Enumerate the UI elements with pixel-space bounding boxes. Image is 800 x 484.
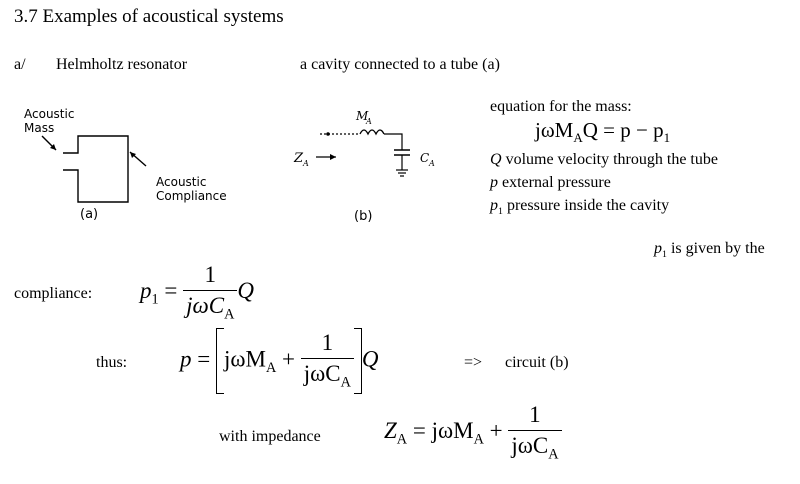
mass-label-line1: Acoustic xyxy=(24,107,75,121)
ce-fraction xyxy=(183,262,237,324)
compliance-label-line2: Compliance xyxy=(156,189,227,203)
mass-label-line2: Mass xyxy=(24,121,55,135)
ze-plus: + xyxy=(483,418,509,444)
te-tail: Q xyxy=(361,346,379,372)
definition-symbol: p xyxy=(490,197,498,214)
te-lhs: p xyxy=(180,346,192,372)
compliance-equation xyxy=(140,262,254,324)
ce-lhs-sub: 1 xyxy=(151,291,159,308)
impedance-equation xyxy=(384,402,562,464)
ze-den-main: jωC xyxy=(511,433,549,458)
ze-num: 1 xyxy=(529,402,541,427)
definition-text: volume velocity through the tube xyxy=(501,151,718,168)
p1-symbol: p xyxy=(654,240,662,257)
definition-p1 xyxy=(490,197,669,217)
impedance-symbol-sub: A xyxy=(303,159,309,168)
mass-eq-lhs: jωM xyxy=(535,118,574,142)
mass-eq-rest: Q = p − p xyxy=(582,118,664,142)
capacitor-symbol: C xyxy=(420,151,430,165)
ze-lhs-sub: A xyxy=(396,431,408,448)
thus-equation xyxy=(180,328,379,394)
ze-den-sub: A xyxy=(548,446,559,463)
mass-symbol-sub: A xyxy=(366,117,372,126)
te-den-sub: A xyxy=(340,374,351,391)
p1-sub: 1 xyxy=(662,249,667,261)
te-term1-sub: A xyxy=(265,359,277,376)
te-num: 1 xyxy=(321,330,334,356)
circuit-reference: circuit (b) xyxy=(505,354,569,371)
te-plus: + xyxy=(276,346,301,372)
figure-a xyxy=(18,104,258,224)
ze-term1-sub: A xyxy=(473,431,484,448)
ce-den xyxy=(183,290,237,324)
ce-eq: = xyxy=(158,278,184,304)
mass-eq-lhs-sub: A xyxy=(573,130,583,146)
definition-text: external pressure xyxy=(498,174,611,191)
te-eq: = xyxy=(191,346,216,372)
figure-a-caption: (a) xyxy=(80,207,99,222)
compliance-label-line1: Acoustic xyxy=(156,175,207,189)
section-title: 3.7 Examples of acoustical systems xyxy=(14,6,284,27)
capacitor-symbol-sub: A xyxy=(429,159,435,168)
te-den-main: jωC xyxy=(303,361,341,387)
definition-symbol: p xyxy=(490,174,498,191)
ze-eq: = xyxy=(407,418,432,444)
ze-fraction xyxy=(508,402,561,464)
subsection-caption: a cavity connected to a tube (a) xyxy=(300,56,500,73)
equivalent-circuit xyxy=(290,106,460,226)
te-den xyxy=(301,358,354,392)
implies-arrow: => xyxy=(464,354,483,371)
subsection-label: a/ xyxy=(14,56,26,73)
mass-equation-intro: equation for the mass: xyxy=(490,98,632,115)
definition-text: pressure inside the cavity xyxy=(502,197,670,214)
figure-b xyxy=(290,106,460,226)
thus-label: thus: xyxy=(96,354,128,371)
definition-symbol: Q xyxy=(490,151,502,168)
mass-equation xyxy=(535,118,670,146)
right-bracket xyxy=(354,328,362,394)
mass-symbol: M xyxy=(356,109,369,123)
te-fraction xyxy=(301,330,354,392)
ze-den xyxy=(508,430,561,464)
ce-tail: Q xyxy=(237,278,255,304)
ce-den-sub: A xyxy=(224,306,235,323)
ce-den-main: jωC xyxy=(186,293,225,318)
subsection-heading: Helmholtz resonator xyxy=(56,56,188,73)
impedance-label: with impedance xyxy=(219,428,321,445)
definition-sub: 1 xyxy=(498,206,503,218)
definition-p xyxy=(490,174,611,192)
mass-eq-rhs-sub: 1 xyxy=(663,130,671,146)
compliance-label: compliance: xyxy=(14,285,93,302)
impedance-symbol: Z xyxy=(294,151,304,166)
left-bracket xyxy=(216,328,224,394)
p1-given-text xyxy=(654,240,765,260)
figure-b-caption: (b) xyxy=(354,209,373,224)
ze-lhs: Z xyxy=(384,418,397,444)
resonator-sketch xyxy=(18,104,258,224)
ce-num: 1 xyxy=(204,262,216,287)
p1-text: is given by the xyxy=(666,240,765,257)
definition-q xyxy=(490,151,718,169)
ze-term1: jωM xyxy=(431,418,474,444)
ce-lhs: p xyxy=(140,278,152,304)
te-term1: jωM xyxy=(223,346,266,372)
